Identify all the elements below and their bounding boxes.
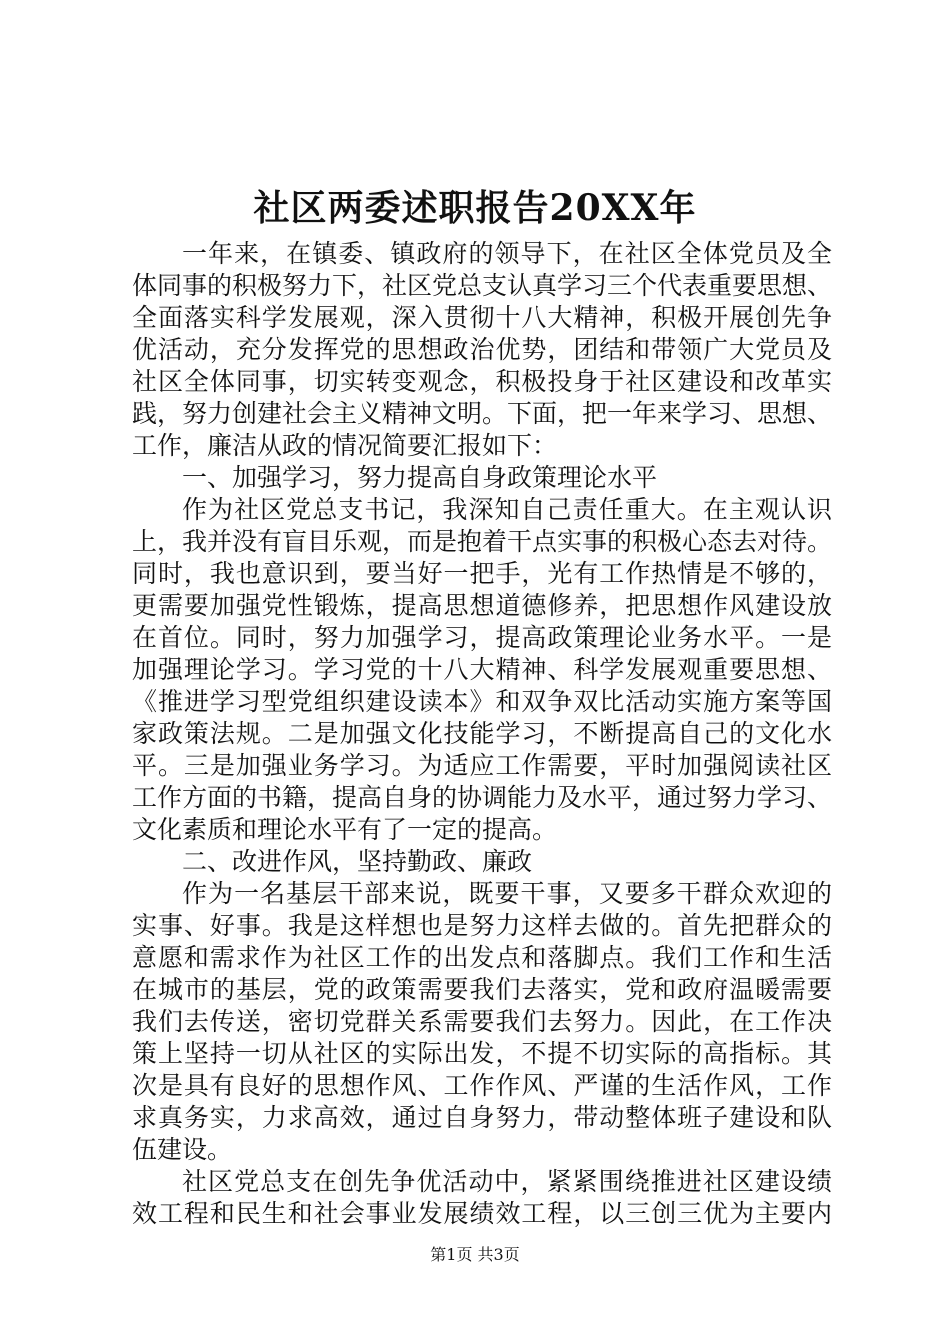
text-line: 更需要加强党性锻炼，提高思想道德修养，把思想作风建设放 (132, 591, 832, 620)
text-line: 求真务实，力求高效，通过自身努力，带动整体班子建设和队 (132, 1103, 832, 1132)
text-line: 体同事的积极努力下，社区党总支认真学习三个代表重要思想、 (132, 271, 833, 300)
text-line: 家政策法规。二是加强文化技能学习，不断提高自己的文化水 (132, 719, 832, 748)
text-line: 平。三是加强业务学习。为适应工作需要，平时加强阅读社区 (132, 751, 832, 780)
text-line: 工作，廉洁从政的情况简要汇报如下： (132, 431, 558, 460)
text-line: 二、改进作风，坚持勤政、廉政 (182, 847, 533, 876)
text-line: 一、加强学习，努力提高自身政策理论水平 (182, 463, 658, 492)
text-line: 加强理论学习。学习党的十八大精神、科学发展观重要思想、 (132, 655, 832, 684)
page-footer: 第1页 共3页 (430, 1245, 520, 1264)
text-line: 我们去传送，密切党群关系需要我们去努力。因此，在工作决 (132, 1007, 832, 1036)
text-line: 社区全体同事，切实转变观念，积极投身于社区建设和改革实 (132, 367, 832, 396)
text-line: 在首位。同时，努力加强学习，提高政策理论业务水平。一是 (132, 623, 832, 652)
text-line: 在城市的基层，党的政策需要我们去落实，党和政府温暖需要 (132, 975, 832, 1004)
text-line: 全面落实科学发展观，深入贯彻十八大精神，积极开展创先争 (132, 303, 832, 332)
text-line: 伍建设。 (132, 1135, 233, 1164)
text-line: 上，我并没有盲目乐观，而是抱着干点实事的积极心态去对待。 (132, 527, 833, 556)
text-line: 一年来，在镇委、镇政府的领导下，在社区全体党员及全 (182, 239, 832, 268)
document-body (132, 238, 832, 1230)
text-line: 策上坚持一切从社区的实际出发，不提不切实际的高指标。其 (132, 1039, 832, 1068)
text-line: 效工程和民生和社会事业发展绩效工程，以三创三优为主要内 (132, 1199, 832, 1228)
text-line: 《推进学习型党组织建设读本》和双争双比活动实施方案等国 (132, 687, 832, 716)
text-line: 次是具有良好的思想作风、工作作风、严谨的生活作风，工作 (132, 1071, 832, 1100)
document-title: 社区两委述职报告20XX年 (253, 187, 697, 229)
text-line: 意愿和需求作为社区工作的出发点和落脚点。我们工作和生活 (132, 943, 832, 972)
text-line: 实事、好事。我是这样想也是努力这样去做的。首先把群众的 (132, 911, 832, 940)
text-line: 作为社区党总支书记，我深知自己责任重大。在主观认识 (182, 495, 832, 524)
text-line: 作为一名基层干部来说，既要干事，又要多干群众欢迎的 (182, 879, 832, 908)
text-line: 文化素质和理论水平有了一定的提高。 (132, 815, 558, 844)
text-line: 工作方面的书籍，提高自身的协调能力及水平，通过努力学习、 (132, 783, 833, 812)
text-line: 同时，我也意识到，要当好一把手，光有工作热情是不够的， (132, 559, 832, 588)
text-line: 社区党总支在创先争优活动中，紧紧围绕推进社区建设绩 (182, 1167, 832, 1196)
text-line: 践，努力创建社会主义精神文明。下面，把一年来学习、思想、 (132, 399, 833, 428)
text-line: 优活动，充分发挥党的思想政治优势，团结和带领广大党员及 (132, 335, 832, 364)
